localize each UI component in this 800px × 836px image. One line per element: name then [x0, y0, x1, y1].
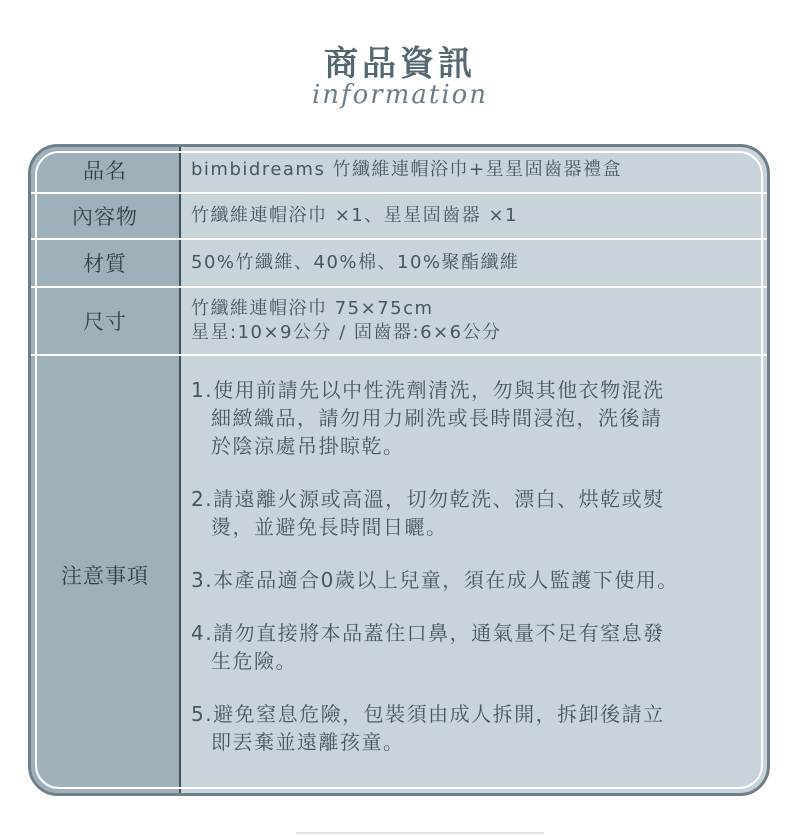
row-label: 材質 [31, 240, 181, 286]
note-line: 細緻織品，請勿用力刷洗或長時間浸泡，洗後請 [211, 406, 663, 430]
note-line: 2.請遠離火源或高溫，切勿乾洗、漂白、烘乾或熨 [191, 487, 665, 511]
note-line: 於陰涼處吊掛晾乾。 [211, 434, 405, 458]
table-row-contents [31, 194, 767, 240]
row-label: 注意事項 [31, 356, 181, 793]
note-item [191, 566, 747, 594]
value-line: 星星:10×9公分 / 固齒器:6×6公分 [191, 322, 502, 343]
value-line: 竹纖維連帽浴巾 ×1、星星固齒器 ×1 [191, 205, 519, 226]
value-line: 竹纖維連帽浴巾 75×75cm [191, 298, 434, 319]
row-value [191, 147, 755, 192]
page-subtitle: information [311, 80, 489, 110]
note-line: 燙，並避免長時間日曬。 [211, 515, 448, 539]
note-line: 4.請勿直接將本品蓋住口鼻，通氣量不足有窒息發 [191, 621, 665, 645]
row-label: 尺寸 [31, 288, 181, 354]
row-value [191, 288, 755, 354]
note-item [191, 485, 747, 541]
note-item [191, 700, 747, 756]
notes-list [191, 376, 747, 781]
footer-divider [296, 832, 544, 834]
row-label: 品名 [31, 147, 181, 192]
note-line: 5.避免窒息危險，包裝須由成人拆開，拆卸後請立 [191, 702, 665, 726]
table-row-material [31, 240, 767, 288]
note-line: 即丟棄並遠離孩童。 [211, 730, 405, 754]
note-line: 3.本產品適合0歲以上兒童，須在成人監護下使用。 [191, 568, 679, 592]
note-item [191, 619, 747, 675]
table-row-name [31, 147, 767, 194]
value-line: bimbidreams 竹纖維連帽浴巾+星星固齒器禮盒 [191, 158, 623, 180]
page-title: 商品資訊 [324, 44, 476, 84]
note-item [191, 376, 747, 460]
note-line: 生危險。 [211, 649, 297, 673]
table-row-size [31, 288, 767, 356]
row-value [191, 240, 755, 286]
info-table [28, 144, 770, 796]
value-line: 50%竹纖維、40%棉、10%聚酯纖維 [191, 252, 520, 273]
row-label: 內容物 [31, 194, 181, 238]
row-value [191, 194, 755, 238]
table-row-notes [31, 356, 767, 793]
note-line: 1.使用前請先以中性洗劑清洗，勿與其他衣物混洗 [191, 378, 665, 402]
